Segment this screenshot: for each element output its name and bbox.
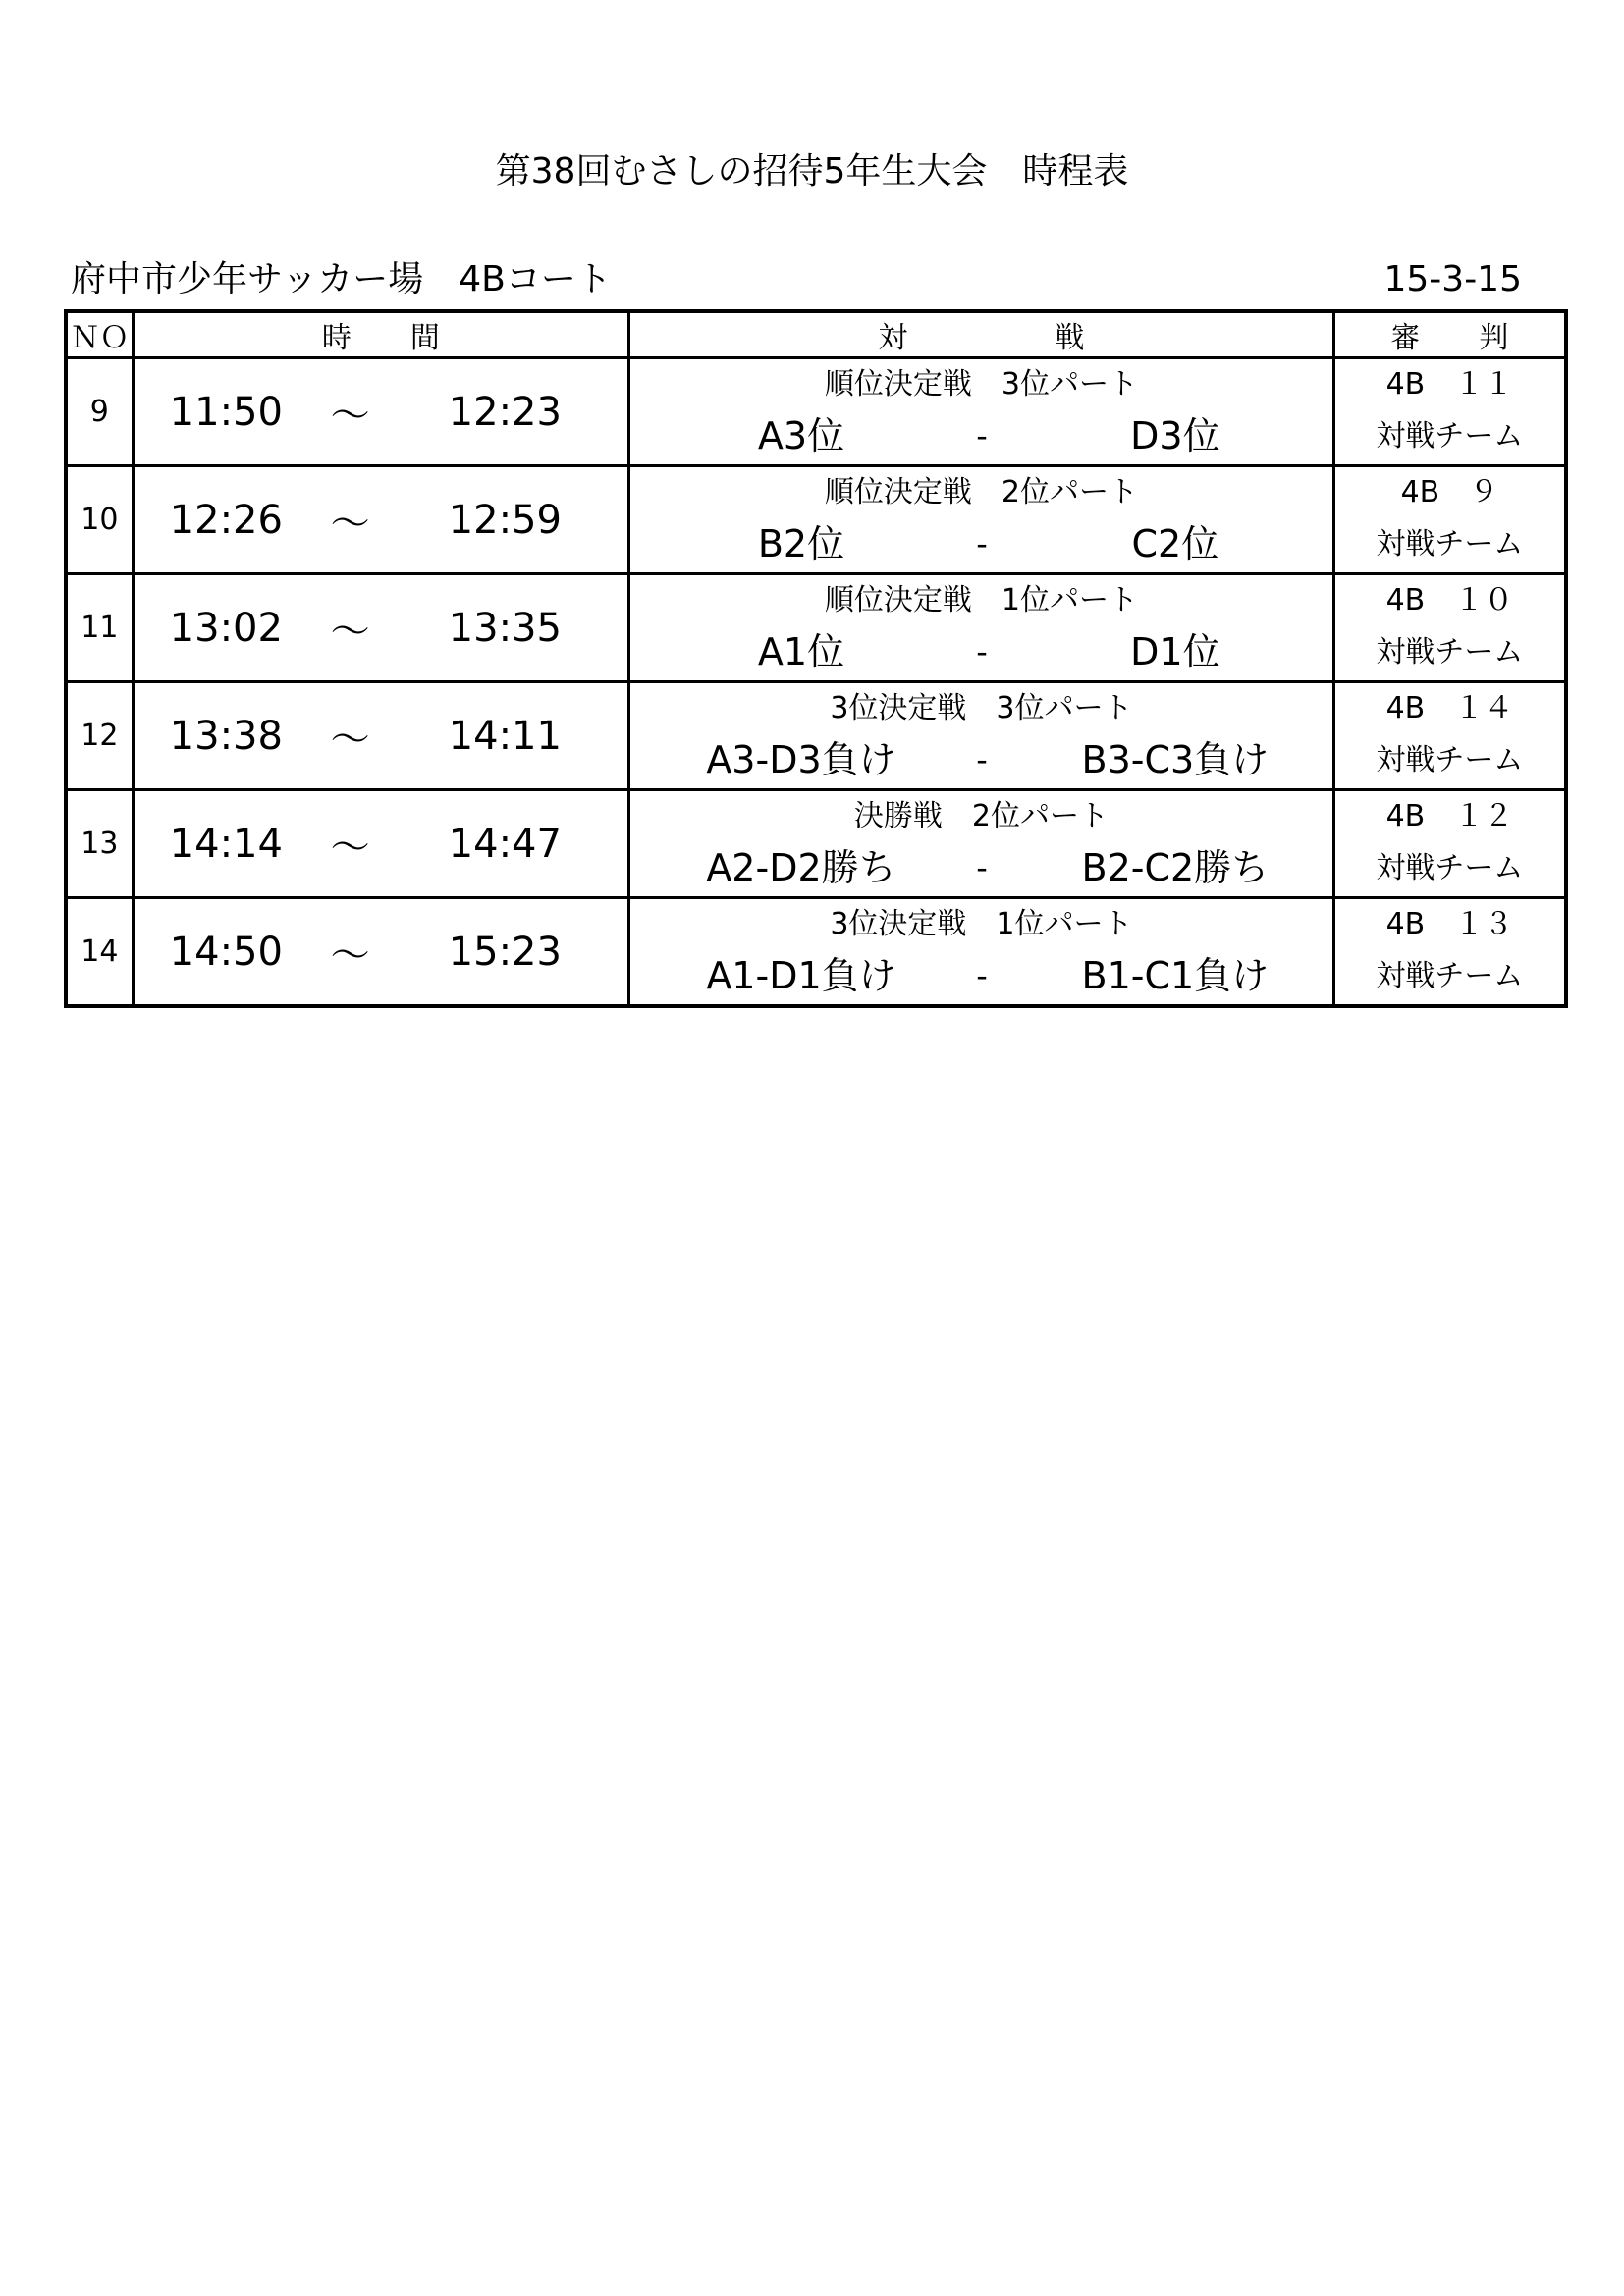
team-a: A3-D3負け (706, 738, 896, 781)
referee-label: 対戦チーム (1376, 851, 1524, 885)
match-stage: 順位決定戦 3位パート (824, 367, 1138, 401)
match-stage: 3位決定戦 1位パート (830, 907, 1133, 941)
match-stage: 順位決定戦 2位パート (824, 475, 1138, 509)
header-referee: 審 判 (1333, 311, 1566, 358)
time-cell (133, 574, 628, 682)
referee-cell (1333, 790, 1566, 898)
team-a: A3位 (757, 414, 845, 457)
match-number: 14 (66, 898, 133, 1007)
team-b: B1-C1負け (1081, 954, 1270, 997)
time-separator: ～ (330, 717, 370, 762)
referee-label: 対戦チーム (1376, 743, 1524, 777)
referee-cell (1333, 466, 1566, 574)
match-cell (628, 682, 1333, 790)
referee-code: 4B １４ (1385, 691, 1514, 725)
end-time: 12:59 (448, 497, 562, 543)
start-time: 13:02 (169, 605, 283, 651)
versus-dash: - (976, 957, 988, 994)
start-time: 13:38 (169, 713, 283, 759)
time-cell (133, 898, 628, 1007)
table-row (66, 790, 1566, 898)
match-number: 11 (66, 574, 133, 682)
versus-dash: - (976, 741, 988, 778)
table-row (66, 466, 1566, 574)
header-no: ＮＯ (66, 311, 133, 358)
versus-dash: - (976, 633, 988, 670)
team-b: B3-C3負け (1081, 738, 1270, 781)
referee-cell (1333, 358, 1566, 466)
match-stage: 3位決定戦 3位パート (830, 691, 1133, 725)
referee-code: 4B １３ (1385, 907, 1514, 941)
team-b: D1位 (1130, 630, 1220, 673)
match-cell (628, 466, 1333, 574)
start-time: 14:14 (169, 821, 283, 867)
document-title: 第38回むさしの招待5年生大会 時程表 (495, 151, 1129, 191)
match-number: 12 (66, 682, 133, 790)
match-number: 13 (66, 790, 133, 898)
venue-label: 府中市少年サッカー場 4Bコート (71, 259, 612, 299)
referee-cell (1333, 898, 1566, 1007)
referee-label: 対戦チーム (1376, 635, 1524, 669)
time-separator: ～ (330, 933, 370, 978)
header-match: 対 戦 (628, 311, 1333, 358)
match-cell (628, 358, 1333, 466)
end-time: 14:47 (448, 821, 562, 867)
team-a: B2位 (757, 522, 845, 565)
referee-code: 4B ９ (1400, 475, 1499, 509)
table-row (66, 574, 1566, 682)
table-row (66, 358, 1566, 466)
time-cell (133, 790, 628, 898)
referee-cell (1333, 682, 1566, 790)
team-a: A1位 (757, 630, 845, 673)
match-number: 10 (66, 466, 133, 574)
table-row (66, 898, 1566, 1007)
schedule-table (64, 309, 1568, 1008)
referee-label: 対戦チーム (1376, 959, 1524, 993)
time-cell (133, 682, 628, 790)
versus-dash: - (976, 525, 988, 562)
end-time: 14:11 (448, 713, 562, 759)
referee-label: 対戦チーム (1376, 419, 1524, 454)
header-time: 時 間 (133, 311, 628, 358)
start-time: 14:50 (169, 929, 283, 975)
versus-dash: - (976, 849, 988, 886)
team-b: B2-C2勝ち (1081, 846, 1270, 889)
time-separator: ～ (330, 609, 370, 654)
match-number: 9 (66, 358, 133, 466)
referee-label: 対戦チーム (1376, 527, 1524, 561)
table-row (66, 682, 1566, 790)
start-time: 12:26 (169, 497, 283, 543)
team-b: C2位 (1131, 522, 1219, 565)
team-a: A2-D2勝ち (706, 846, 896, 889)
start-time: 11:50 (169, 389, 283, 435)
referee-cell (1333, 574, 1566, 682)
header-row (66, 311, 1566, 358)
match-cell (628, 790, 1333, 898)
match-stage: 順位決定戦 1位パート (824, 583, 1138, 617)
time-cell (133, 358, 628, 466)
time-separator: ～ (330, 501, 370, 546)
date-label: 15-3-15 (1383, 259, 1522, 299)
team-b: D3位 (1130, 414, 1220, 457)
referee-code: 4B １０ (1385, 583, 1514, 617)
referee-code: 4B １２ (1385, 799, 1514, 833)
time-separator: ～ (330, 393, 370, 438)
referee-code: 4B １１ (1385, 367, 1514, 401)
versus-dash: - (976, 417, 988, 454)
end-time: 13:35 (448, 605, 562, 651)
team-a: A1-D1負け (706, 954, 896, 997)
end-time: 15:23 (448, 929, 562, 975)
time-cell (133, 466, 628, 574)
match-cell (628, 898, 1333, 1007)
match-cell (628, 574, 1333, 682)
time-separator: ～ (330, 825, 370, 870)
end-time: 12:23 (448, 389, 562, 435)
match-stage: 決勝戦 2位パート (853, 799, 1109, 833)
